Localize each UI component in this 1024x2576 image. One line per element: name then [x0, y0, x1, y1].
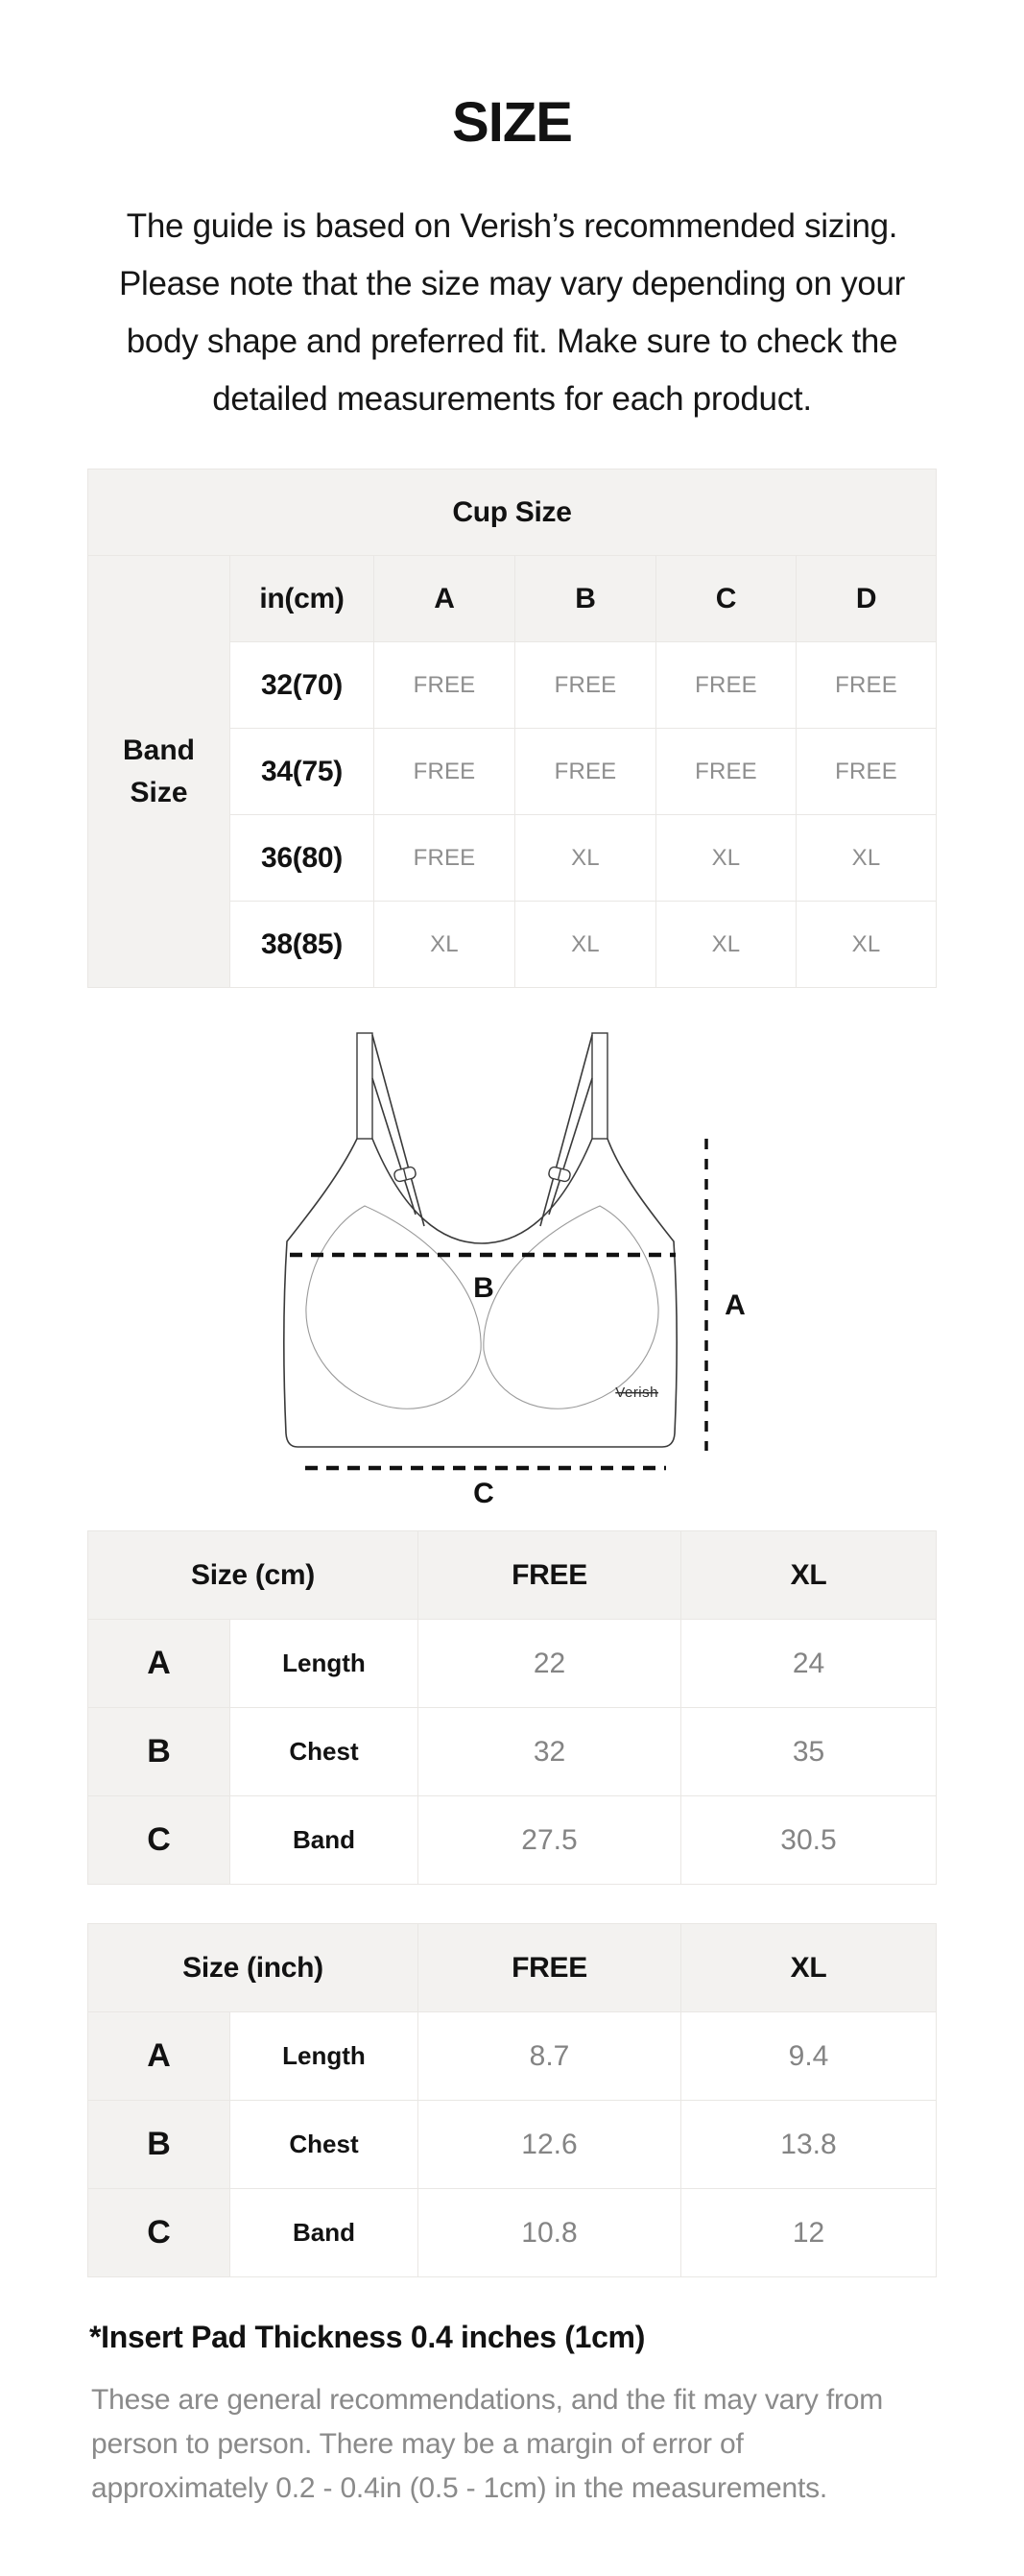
cup-size-value: FREE — [514, 729, 655, 815]
measure-label: Length — [230, 2012, 418, 2101]
band-row-label: 32(70) — [229, 642, 373, 729]
measure-key: C — [87, 1796, 229, 1885]
band-row-label: 36(80) — [229, 815, 373, 902]
measure-value: 10.8 — [418, 2189, 681, 2277]
unit-header-cell: in(cm) — [229, 556, 373, 642]
measure-value: 27.5 — [418, 1796, 681, 1885]
diagram-label-a: A — [724, 1289, 746, 1321]
size-cm-table — [87, 1530, 937, 1885]
intro-line: Please note that the size may vary depending on your — [118, 265, 906, 302]
cup-size-value: XL — [655, 902, 796, 988]
band-row-label: 38(85) — [229, 902, 373, 988]
table-row — [87, 469, 936, 556]
left-strap-top — [357, 1033, 372, 1139]
bra-diagram — [244, 1009, 781, 1508]
table-row — [88, 2012, 937, 2101]
measure-value: 9.4 — [681, 2012, 937, 2101]
measure-label: Chest — [229, 1708, 417, 1796]
left-cup-outline — [305, 1206, 480, 1408]
measure-value: 12 — [681, 2189, 937, 2277]
right-strap-adjuster — [547, 1167, 570, 1183]
measure-value: 13.8 — [681, 2101, 937, 2189]
cup-column-header: A — [373, 556, 514, 642]
measure-key: B — [88, 2101, 230, 2189]
table-row — [87, 1708, 936, 1796]
right-strap-outer-line — [540, 1035, 592, 1226]
disclaimer-line: approximately 0.2 - 0.4in (0.5 - 1cm) in the measurements. — [91, 2472, 828, 2504]
measure-label: Length — [229, 1620, 417, 1708]
left-strap-adjuster — [393, 1167, 416, 1183]
cup-size-value: FREE — [373, 729, 514, 815]
table-row — [87, 1796, 936, 1885]
measurement-diagram — [244, 1009, 781, 1513]
band-row-label: 34(75) — [229, 729, 373, 815]
measure-key: A — [87, 1620, 229, 1708]
measure-value: 30.5 — [681, 1796, 937, 1885]
cup-size-value: XL — [514, 902, 655, 988]
cup-column-header: B — [514, 556, 655, 642]
table-row — [87, 556, 936, 642]
cup-size-value: FREE — [373, 642, 514, 729]
measure-value: 35 — [681, 1708, 937, 1796]
measure-label: Band — [230, 2189, 418, 2277]
measure-value: 32 — [418, 1708, 681, 1796]
cup-size-table-title: Cup Size — [87, 469, 936, 556]
cup-size-value: XL — [796, 902, 936, 988]
insert-pad-note: *Insert Pad Thickness 0.4 inches (1cm) — [89, 2320, 646, 2354]
verish-logo: Verish — [614, 1384, 658, 1401]
disclaimer-paragraph — [91, 2378, 1024, 2511]
band-size-axis-label — [87, 556, 229, 988]
intro-line: The guide is based on Verish’s recommended sizing. — [126, 207, 898, 245]
left-strap-outer-line — [372, 1035, 424, 1226]
size-column-header: XL — [681, 1924, 937, 2012]
cup-column-header: C — [655, 556, 796, 642]
measure-key: B — [87, 1708, 229, 1796]
measure-label: Band — [229, 1796, 417, 1885]
measure-key: C — [88, 2189, 230, 2277]
intro-line: body shape and preferred fit. Make sure to check the — [126, 323, 898, 360]
measure-value: 22 — [418, 1620, 681, 1708]
size-inch-table — [87, 1923, 937, 2277]
page-title: SIZE — [452, 91, 572, 154]
cup-size-value: XL — [655, 815, 796, 902]
size-inch-table-title: Size (inch) — [88, 1924, 418, 2012]
cup-size-table — [87, 469, 937, 988]
left-strap-inner-line — [372, 1078, 416, 1215]
cup-size-value: FREE — [796, 642, 936, 729]
cup-size-value: XL — [796, 815, 936, 902]
intro-paragraph — [0, 198, 1024, 428]
cup-size-value: XL — [514, 815, 655, 902]
table-row — [88, 1924, 937, 2012]
intro-line: detailed measurements for each product. — [212, 380, 812, 418]
right-strap-inner-line — [549, 1078, 592, 1215]
measure-value: 12.6 — [418, 2101, 681, 2189]
measure-key: A — [88, 2012, 230, 2101]
right-cup-outline — [483, 1206, 657, 1408]
table-row — [88, 2189, 937, 2277]
band-size-axis-text: Band Size — [122, 734, 195, 808]
cup-size-value: XL — [373, 902, 514, 988]
cup-size-value: FREE — [655, 729, 796, 815]
size-column-header: FREE — [418, 1924, 681, 2012]
table-row — [87, 1620, 936, 1708]
size-column-header: FREE — [418, 1531, 681, 1620]
disclaimer-line: These are general recommendations, and the fit may vary from — [91, 2384, 884, 2416]
table-row — [87, 1531, 936, 1620]
measure-value: 24 — [681, 1620, 937, 1708]
cup-size-value: FREE — [796, 729, 936, 815]
right-strap-top — [592, 1033, 607, 1139]
size-column-header: XL — [681, 1531, 937, 1620]
cup-size-value: FREE — [514, 642, 655, 729]
measure-label: Chest — [230, 2101, 418, 2189]
cup-column-header: D — [796, 556, 936, 642]
measure-value: 8.7 — [418, 2012, 681, 2101]
diagram-label-b: B — [472, 1272, 494, 1304]
table-row — [88, 2101, 937, 2189]
cup-size-value: FREE — [655, 642, 796, 729]
diagram-label-c: C — [472, 1478, 494, 1508]
cup-size-value: FREE — [373, 815, 514, 902]
disclaimer-line: person to person. There may be a margin of error of — [91, 2428, 744, 2460]
size-cm-table-title: Size (cm) — [87, 1531, 417, 1620]
